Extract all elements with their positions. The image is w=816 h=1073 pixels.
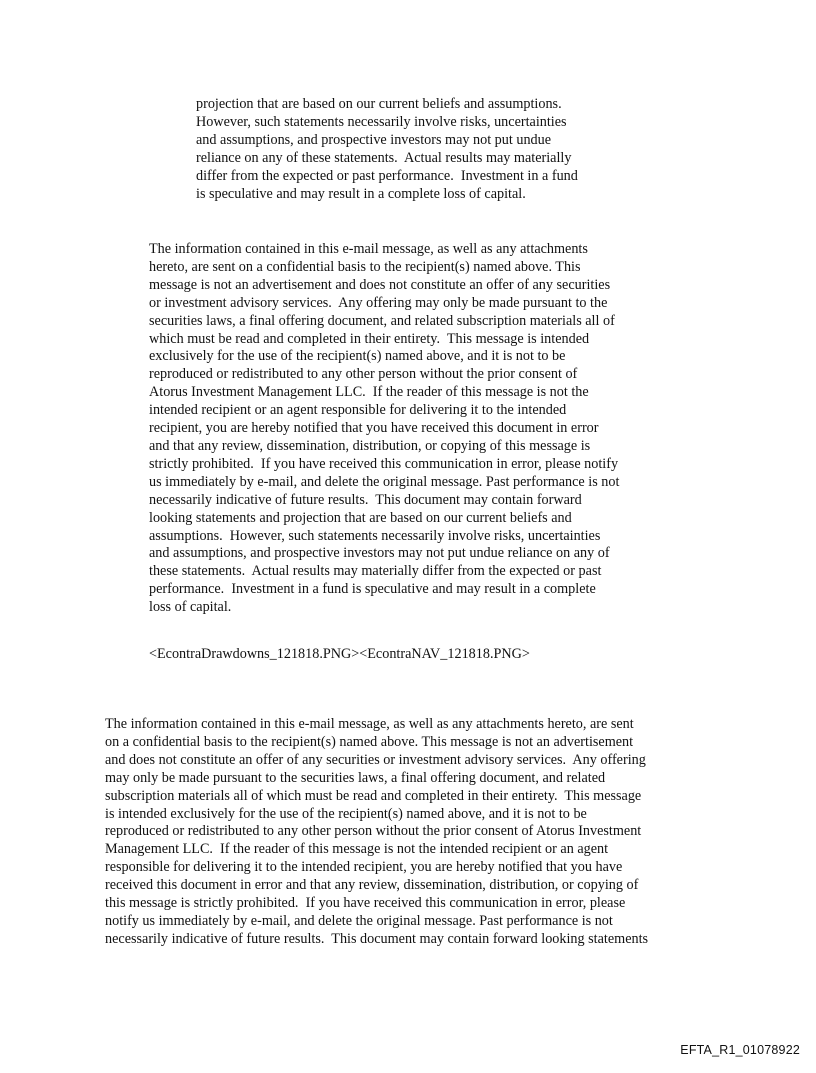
text-line: and assumptions, and prospective investors may not put undue reliance on any of (149, 545, 610, 562)
text-line: and does not constitute an offer of any securities or investment advisory services. Any offering (105, 751, 646, 768)
text-line: reproduced or redistributed to any other person without the prior consent of (149, 366, 578, 383)
text-line: necessarily indicative of future results. This document may contain forward looking statements (105, 930, 649, 947)
text-line: and assumptions, and prospective investors may not put undue (196, 131, 552, 148)
text-line: The information contained in this e-mail message, as well as any attachments hereto, are sent (105, 716, 634, 732)
inner-confidentiality-disclaimer (149, 241, 619, 617)
text-line: these statements. Actual results may materially differ from the expected or past (149, 563, 602, 580)
text-line: subscription materials all of which must be read and completed in their entirety. This message (105, 787, 642, 804)
text-line: intended recipient or an agent responsible for delivering it to the intended (149, 402, 567, 419)
text-line: exclusively for the use of the recipient(s) named above, and it is not to be (149, 348, 566, 365)
text-line: notify us immediately by e-mail, and delete the original message. Past performance is not (105, 912, 613, 929)
attachment-references: <EcontraDrawdowns_121818.PNG><EcontraNAV_121818.PNG> (149, 646, 530, 662)
text-line: performance. Investment in a fund is speculative and may result in a complete (149, 581, 596, 598)
text-line: loss of capital. (149, 599, 232, 616)
text-line: differ from the expected or past performance. Investment in a fund (196, 167, 578, 184)
text-line: us immediately by e-mail, and delete the original message. Past performance is not (149, 473, 620, 490)
text-line: The information contained in this e-mail message, as well as any attachments (149, 241, 588, 257)
text-line: this message is strictly prohibited. If you have received this communication in error, please (105, 895, 626, 912)
outer-confidentiality-disclaimer (105, 716, 648, 949)
text-line: or investment advisory services. Any offering may only be made pursuant to the (149, 294, 608, 311)
text-line: necessarily indicative of future results. This document may contain forward (149, 491, 582, 508)
text-line: on a confidential basis to the recipient(s) named above. This message is not an advertisement (105, 733, 634, 750)
text-line: reliance on any of these statements. Actual results may materially (196, 149, 572, 166)
text-line: is intended exclusively for the use of the recipient(s) named above, and it is not to be (105, 805, 587, 822)
text-line: securities laws, a final offering document, and related subscription materials all of (149, 312, 615, 329)
text-line: reproduced or redistributed to any other person without the prior consent of Atorus Investment (105, 823, 642, 840)
text-line: projection that are based on our current beliefs and assumptions. (196, 96, 562, 112)
text-line: Atorus Investment Management LLC. If the reader of this message is not the (149, 384, 589, 401)
text-line: message is not an advertisement and does not constitute an offer of any securities (149, 276, 611, 293)
bates-number: EFTA_R1_01078922 (680, 1043, 800, 1057)
text-line: recipient, you are hereby notified that you have received this document in error (149, 420, 599, 437)
text-line: received this document in error and that any review, dissemination, distribution, or copying of (105, 877, 639, 894)
quoted-disclaimer-tail (196, 96, 578, 203)
text-line: hereto, are sent on a confidential basis to the recipient(s) named above. This (149, 258, 581, 275)
text-line: strictly prohibited. If you have received this communication in error, please notify (149, 455, 619, 472)
text-line: assumptions. However, such statements necessarily involve risks, uncertainties (149, 527, 601, 544)
text-line: However, such statements necessarily involve risks, uncertainties (196, 113, 567, 130)
text-line: is speculative and may result in a complete loss of capital. (196, 185, 526, 202)
text-line: may only be made pursuant to the securities laws, a final offering document, and related (105, 769, 606, 786)
text-line: Management LLC. If the reader of this message is not the intended recipient or an agent (105, 841, 609, 858)
text-line: and that any review, dissemination, distribution, or copying of this message is (149, 437, 591, 454)
text-line: looking statements and projection that are based on our current beliefs and (149, 509, 572, 526)
text-line: responsible for delivering it to the intended recipient, you are hereby notified that you have (105, 859, 623, 876)
text-line: which must be read and completed in their entirety. This message is intended (149, 330, 590, 347)
